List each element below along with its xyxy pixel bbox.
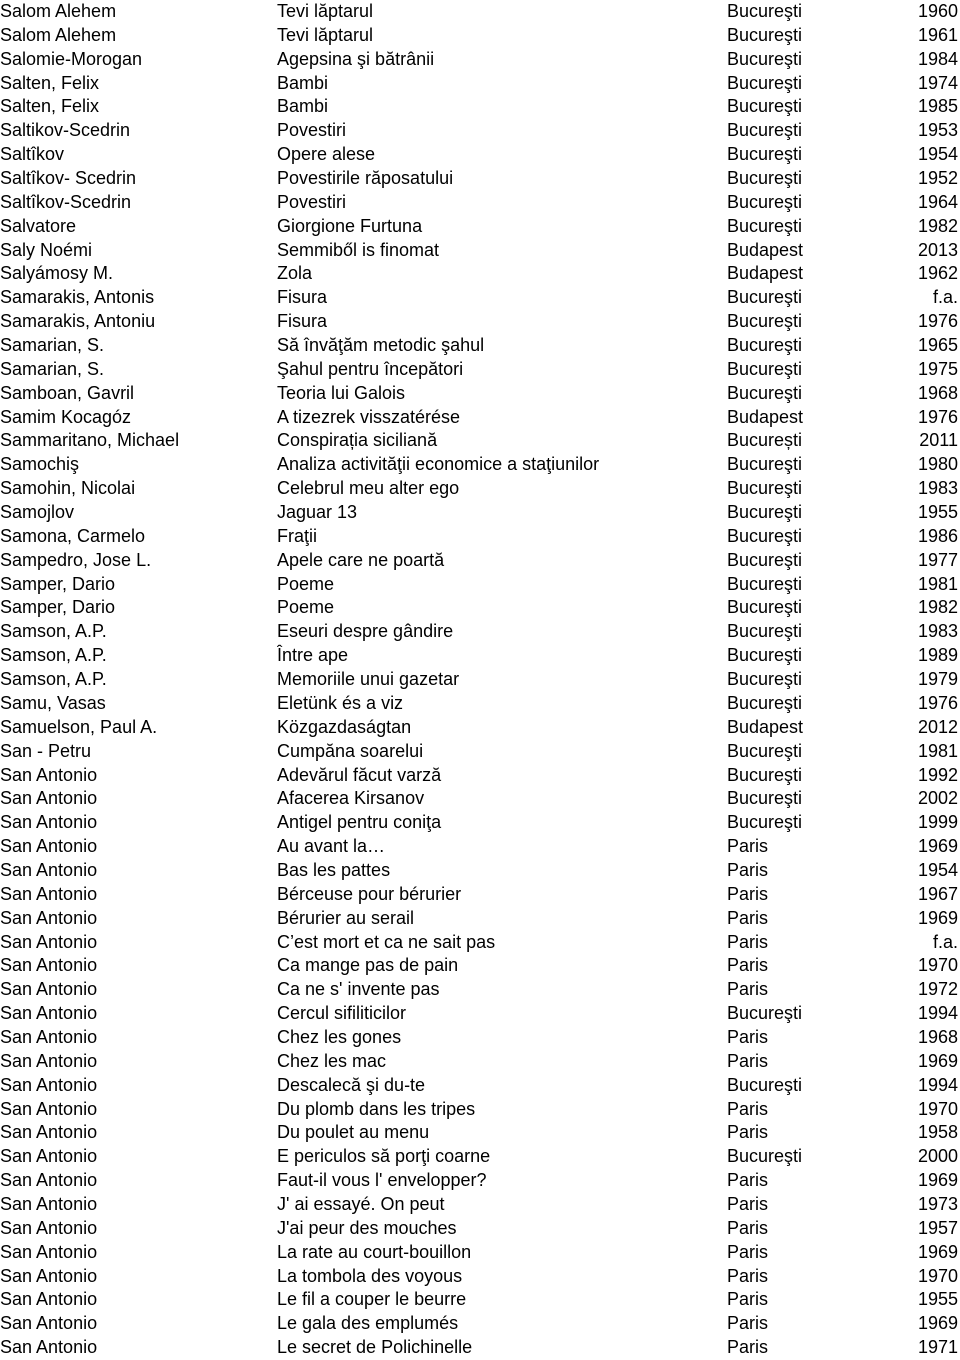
year-cell: 1965 (917, 335, 958, 356)
author-cell: Saltîkov (0, 144, 65, 165)
author-cell: Samarakis, Antoniu (0, 311, 156, 332)
city-cell: Bucureşti (727, 72, 803, 93)
table-row (0, 954, 960, 978)
city-cell: Budapest (727, 716, 804, 737)
title-cell: C’est mort et ca ne sait pas (277, 931, 496, 952)
year-cell: 1969 (917, 836, 958, 857)
table-row (0, 191, 960, 215)
table-row (0, 549, 960, 573)
table-row (0, 764, 960, 788)
city-cell: Bucureşti (727, 48, 803, 69)
year-cell: 1974 (917, 72, 958, 93)
author-cell: San Antonio (0, 1289, 98, 1310)
year-cell: 1960 (917, 1, 958, 21)
city-cell: Paris (727, 1337, 769, 1358)
title-cell: Povestiri (277, 191, 347, 212)
year-cell: 1953 (917, 120, 958, 141)
table-row (0, 931, 960, 955)
author-cell: Saltikov-Scedrin (0, 120, 131, 141)
city-cell: Bucureşti (727, 1146, 803, 1167)
author-cell: San Antonio (0, 812, 98, 833)
author-cell: Salom Alehem (0, 24, 117, 45)
table-row (0, 1098, 960, 1122)
year-cell: 1969 (917, 1170, 958, 1191)
author-cell: San Antonio (0, 1193, 98, 1214)
city-cell: Paris (727, 1098, 769, 1119)
city-cell: Paris (727, 979, 769, 1000)
table-row (0, 1121, 960, 1145)
table-row (0, 1145, 960, 1169)
city-cell: Bucureşti (727, 382, 803, 403)
title-cell: Povestiri (277, 120, 347, 141)
title-cell: Bas les pattes (277, 859, 391, 880)
title-cell: Fraţii (277, 525, 317, 546)
year-cell: 1971 (917, 1337, 958, 1358)
city-cell: Bucureşti (727, 692, 803, 713)
title-cell: E periculos să porţi coarne (277, 1146, 491, 1167)
year-cell: 1952 (917, 168, 958, 189)
city-cell: Bucureşti (727, 24, 803, 45)
title-cell: Şahul pentru începători (277, 358, 464, 379)
table-row (0, 1312, 960, 1336)
city-cell: Budapest (727, 263, 804, 284)
author-cell: San Antonio (0, 1003, 98, 1024)
table-row (0, 143, 960, 167)
author-cell: Salomie-Morogan (0, 48, 143, 69)
table-row (0, 859, 960, 883)
author-cell: San Antonio (0, 1241, 98, 1262)
year-cell: 1999 (917, 812, 958, 833)
city-cell: Paris (727, 1193, 769, 1214)
author-cell: San Antonio (0, 1265, 98, 1286)
table-row (0, 1265, 960, 1289)
city-cell: Bucureşti (727, 740, 803, 761)
table-row (0, 883, 960, 907)
title-cell: Apele care ne poartă (277, 549, 445, 570)
table-row (0, 167, 960, 191)
year-cell: 1975 (917, 358, 958, 379)
city-cell: Budapest (727, 239, 804, 260)
author-cell: San Antonio (0, 859, 98, 880)
year-cell: 1985 (917, 96, 958, 117)
year-cell: 1954 (917, 859, 958, 880)
year-cell: 1980 (917, 454, 958, 475)
city-cell: Bucureşti (727, 1074, 803, 1095)
author-cell: Samson, A.P. (0, 621, 107, 642)
table-row (0, 1336, 960, 1360)
city-cell: Bucureşti (727, 502, 803, 523)
author-cell: Samuelson, Paul A. (0, 716, 158, 737)
year-cell: 1981 (917, 573, 958, 594)
author-cell: Sampedro, Jose L. (0, 549, 152, 570)
city-cell: Paris (727, 1026, 769, 1047)
table-row (0, 1217, 960, 1241)
city-cell: București (727, 430, 803, 451)
city-cell: Bucureşti (727, 311, 803, 332)
title-cell: Ca mange pas de pain (277, 955, 459, 976)
title-cell: J' ai essayé. On peut (277, 1193, 445, 1214)
author-cell: Samson, A.P. (0, 645, 107, 666)
city-cell: Bucureşti (727, 215, 803, 236)
year-cell: 1964 (917, 191, 958, 212)
year-cell: 2002 (917, 788, 958, 809)
year-cell: 1992 (917, 764, 958, 785)
title-cell: La rate au court-bouillon (277, 1241, 472, 1262)
year-cell: 1994 (917, 1003, 958, 1024)
table-row (0, 525, 960, 549)
year-cell: 2012 (917, 716, 958, 737)
title-cell: Eseuri despre gândire (277, 621, 454, 642)
year-cell: 1973 (917, 1193, 958, 1214)
title-cell: Bambi (277, 72, 329, 93)
year-cell: f.a. (932, 287, 958, 308)
table-row (0, 286, 960, 310)
city-cell: Budapest (727, 406, 804, 427)
title-cell: Chez les gones (277, 1026, 402, 1047)
table-row (0, 382, 960, 406)
city-cell: Bucureşti (727, 358, 803, 379)
title-cell: Opere alese (277, 144, 376, 165)
title-cell: Le secret de Polichinelle (277, 1337, 473, 1358)
city-cell: Bucureşti (727, 287, 803, 308)
city-cell: Bucureşti (727, 788, 803, 809)
author-cell: Salyámosy M. (0, 263, 114, 284)
title-cell: Bérurier au serail (277, 907, 415, 928)
city-cell: Paris (727, 907, 769, 928)
author-cell: San Antonio (0, 788, 98, 809)
title-cell: Agepsina şi bătrânii (277, 48, 435, 69)
title-cell: Poeme (277, 597, 335, 618)
table-row (0, 716, 960, 740)
title-cell: Közgazdaságtan (277, 716, 412, 737)
author-cell: Samson, A.P. (0, 669, 107, 690)
title-cell: Bambi (277, 96, 329, 117)
city-cell: Bucureşti (727, 573, 803, 594)
author-cell: San Antonio (0, 955, 98, 976)
year-cell: 1962 (917, 263, 958, 284)
year-cell: 1984 (917, 48, 958, 69)
year-cell: 1957 (917, 1217, 958, 1238)
title-cell: Giorgione Furtuna (277, 215, 423, 236)
table-row (0, 740, 960, 764)
author-cell: San Antonio (0, 1170, 98, 1191)
city-cell: Paris (727, 1217, 769, 1238)
city-cell: Paris (727, 1313, 769, 1334)
year-cell: 1969 (917, 1241, 958, 1262)
title-cell: Du poulet au menu (277, 1122, 430, 1143)
author-cell: Samohin, Nicolai (0, 478, 136, 499)
title-cell: Adevărul făcut varză (277, 764, 442, 785)
year-cell: 1972 (917, 979, 958, 1000)
author-cell: Samarakis, Antonis (0, 287, 155, 308)
table-row (0, 95, 960, 119)
table-row (0, 262, 960, 286)
year-cell: 1983 (917, 478, 958, 499)
table-row (0, 787, 960, 811)
table-row (0, 406, 960, 430)
author-cell: Salom Alehem (0, 1, 117, 21)
title-cell: Între ape (277, 645, 349, 666)
city-cell: Bucureşti (727, 478, 803, 499)
city-cell: Bucureşti (727, 597, 803, 618)
author-cell: Samarian, S. (0, 335, 105, 356)
title-cell: Fisura (277, 311, 328, 332)
author-cell: San Antonio (0, 883, 98, 904)
city-cell: Paris (727, 836, 769, 857)
table-row (0, 573, 960, 597)
city-cell: Bucureşti (727, 645, 803, 666)
table-row (0, 24, 960, 48)
table-row (0, 1050, 960, 1074)
table-row (0, 1169, 960, 1193)
year-cell: 1968 (917, 1026, 958, 1047)
table-row (0, 1288, 960, 1312)
table-row (0, 668, 960, 692)
title-cell: Celebrul meu alter ego (277, 478, 460, 499)
city-cell: Bucureşti (727, 1, 803, 21)
table-row (0, 0, 960, 24)
title-cell: Cumpăna soarelui (277, 740, 424, 761)
title-cell: Du plomb dans les tripes (277, 1098, 476, 1119)
table-row (0, 334, 960, 358)
title-cell: Chez les mac (277, 1050, 387, 1071)
table-row (0, 429, 960, 453)
title-cell: Afacerea Kirsanov (277, 788, 425, 809)
year-cell: 1969 (917, 1050, 958, 1071)
author-cell: Samochiş (0, 454, 80, 475)
year-cell: 1970 (917, 1265, 958, 1286)
year-cell: 1968 (917, 382, 958, 403)
table-row (0, 907, 960, 931)
city-cell: Paris (727, 1170, 769, 1191)
title-cell: Semmiből is finomat (277, 239, 440, 260)
city-cell: Bucureşti (727, 621, 803, 642)
title-cell: Eletünk és a viz (277, 692, 404, 713)
city-cell: Bucureşti (727, 335, 803, 356)
title-cell: Să învăţăm metodic şahul (277, 335, 485, 356)
title-cell: Au avant la… (277, 836, 386, 857)
author-cell: San Antonio (0, 1337, 98, 1358)
title-cell: Zola (277, 263, 313, 284)
author-cell: San - Petru (0, 740, 92, 761)
city-cell: Paris (727, 1265, 769, 1286)
title-cell: A tizezrek visszatérése (277, 406, 461, 427)
table-row (0, 358, 960, 382)
city-cell: Bucureşti (727, 812, 803, 833)
year-cell: 1994 (917, 1074, 958, 1095)
author-cell: Saly Noémi (0, 239, 93, 260)
author-cell: Samboan, Gavril (0, 382, 135, 403)
table-row (0, 501, 960, 525)
author-cell: San Antonio (0, 1026, 98, 1047)
title-cell: Teoria lui Galois (277, 382, 406, 403)
title-cell: Descalecă şi du-te (277, 1074, 426, 1095)
year-cell: 1982 (917, 597, 958, 618)
year-cell: 2011 (919, 430, 958, 451)
author-cell: Saltîkov- Scedrin (0, 168, 137, 189)
city-cell: Bucureşti (727, 191, 803, 212)
city-cell: Paris (727, 883, 769, 904)
year-cell: 1983 (917, 621, 958, 642)
city-cell: Paris (727, 1050, 769, 1071)
city-cell: Paris (727, 1122, 769, 1143)
year-cell: 1976 (917, 311, 958, 332)
year-cell: 1967 (917, 883, 958, 904)
year-cell: 1961 (917, 24, 958, 45)
year-cell: f.a. (932, 931, 958, 952)
author-cell: Sammaritano, Michael (0, 430, 180, 451)
title-cell: La tombola des voyous (277, 1265, 463, 1286)
year-cell: 1976 (917, 692, 958, 713)
city-cell: Paris (727, 1241, 769, 1262)
title-cell: Analiza activităţii economice a staţiunilor (277, 454, 600, 475)
title-cell: Povestirile răposatului (277, 168, 454, 189)
city-cell: Bucureşti (727, 144, 803, 165)
title-cell: Memoriile unui gazetar (277, 669, 460, 690)
author-cell: San Antonio (0, 764, 98, 785)
author-cell: Salten, Felix (0, 72, 100, 93)
author-cell: San Antonio (0, 1217, 98, 1238)
table-row (0, 310, 960, 334)
year-cell: 1979 (917, 669, 958, 690)
year-cell: 1977 (917, 549, 958, 570)
author-cell: Samim Kocagóz (0, 406, 132, 427)
city-cell: Bucureşti (727, 764, 803, 785)
table-row (0, 453, 960, 477)
year-cell: 1955 (917, 502, 958, 523)
author-cell: San Antonio (0, 1313, 98, 1334)
author-cell: San Antonio (0, 836, 98, 857)
year-cell: 1981 (917, 740, 958, 761)
year-cell: 1982 (917, 215, 958, 236)
title-cell: Fisura (277, 287, 328, 308)
author-cell: Samona, Carmelo (0, 525, 146, 546)
city-cell: Bucureşti (727, 669, 803, 690)
year-cell: 2000 (917, 1146, 958, 1167)
table-row (0, 72, 960, 96)
author-cell: Samojlov (0, 502, 75, 523)
title-cell: Faut-il vous l' envelopper? (277, 1170, 487, 1191)
author-cell: San Antonio (0, 1074, 98, 1095)
author-cell: Salvatore (0, 215, 77, 236)
title-cell: Tevi lăptarul (277, 1, 374, 21)
author-cell: Saltîkov-Scedrin (0, 191, 132, 212)
author-cell: San Antonio (0, 907, 98, 928)
table-row (0, 48, 960, 72)
table-row (0, 1002, 960, 1026)
table-row (0, 239, 960, 263)
title-cell: Bérceuse pour bérurier (277, 883, 462, 904)
table-row (0, 477, 960, 501)
table-row (0, 1074, 960, 1098)
table-row (0, 1193, 960, 1217)
year-cell: 1954 (917, 144, 958, 165)
year-cell: 1976 (917, 406, 958, 427)
city-cell: Bucureşti (727, 525, 803, 546)
table-row (0, 1026, 960, 1050)
author-cell: San Antonio (0, 1146, 98, 1167)
year-cell: 1969 (917, 1313, 958, 1334)
table-row (0, 119, 960, 143)
title-cell: Le fil a couper le beurre (277, 1289, 467, 1310)
year-cell: 1969 (917, 907, 958, 928)
author-cell: San Antonio (0, 1122, 98, 1143)
title-cell: Le gala des emplumés (277, 1313, 459, 1334)
city-cell: Bucureşti (727, 120, 803, 141)
year-cell: 2013 (917, 239, 958, 260)
title-cell: Poeme (277, 573, 335, 594)
table-row (0, 1241, 960, 1265)
city-cell: Paris (727, 931, 769, 952)
author-cell: Salten, Felix (0, 96, 100, 117)
author-cell: Samper, Dario (0, 573, 116, 594)
city-cell: Bucureşti (727, 454, 803, 475)
city-cell: Bucureşti (727, 1003, 803, 1024)
table-row (0, 692, 960, 716)
author-cell: Samarian, S. (0, 358, 105, 379)
author-cell: Samper, Dario (0, 597, 116, 618)
table-row (0, 644, 960, 668)
city-cell: Paris (727, 859, 769, 880)
year-cell: 1986 (917, 525, 958, 546)
title-cell: Conspirația siciliană (277, 430, 438, 451)
title-cell: Antigel pentru coniţa (277, 812, 442, 833)
city-cell: Paris (727, 955, 769, 976)
year-cell: 1989 (917, 645, 958, 666)
title-cell: Ca ne s' invente pas (277, 979, 440, 1000)
table-row (0, 620, 960, 644)
year-cell: 1970 (917, 955, 958, 976)
city-cell: Bucureşti (727, 96, 803, 117)
city-cell: Paris (727, 1289, 769, 1310)
author-cell: San Antonio (0, 1050, 98, 1071)
table-row (0, 835, 960, 859)
author-cell: Samu, Vasas (0, 692, 106, 713)
year-cell: 1958 (917, 1122, 958, 1143)
year-cell: 1955 (917, 1289, 958, 1310)
year-cell: 1970 (917, 1098, 958, 1119)
title-cell: Jaguar 13 (277, 502, 358, 523)
table-row (0, 215, 960, 239)
author-cell: San Antonio (0, 979, 98, 1000)
table-row (0, 596, 960, 620)
city-cell: Bucureşti (727, 549, 803, 570)
author-cell: San Antonio (0, 1098, 98, 1119)
table-row (0, 978, 960, 1002)
title-cell: J'ai peur des mouches (277, 1217, 457, 1238)
city-cell: Bucureşti (727, 168, 803, 189)
title-cell: Cercul sifiliticilor (277, 1003, 407, 1024)
table-row (0, 811, 960, 835)
title-cell: Tevi lăptarul (277, 24, 374, 45)
author-cell: San Antonio (0, 931, 98, 952)
